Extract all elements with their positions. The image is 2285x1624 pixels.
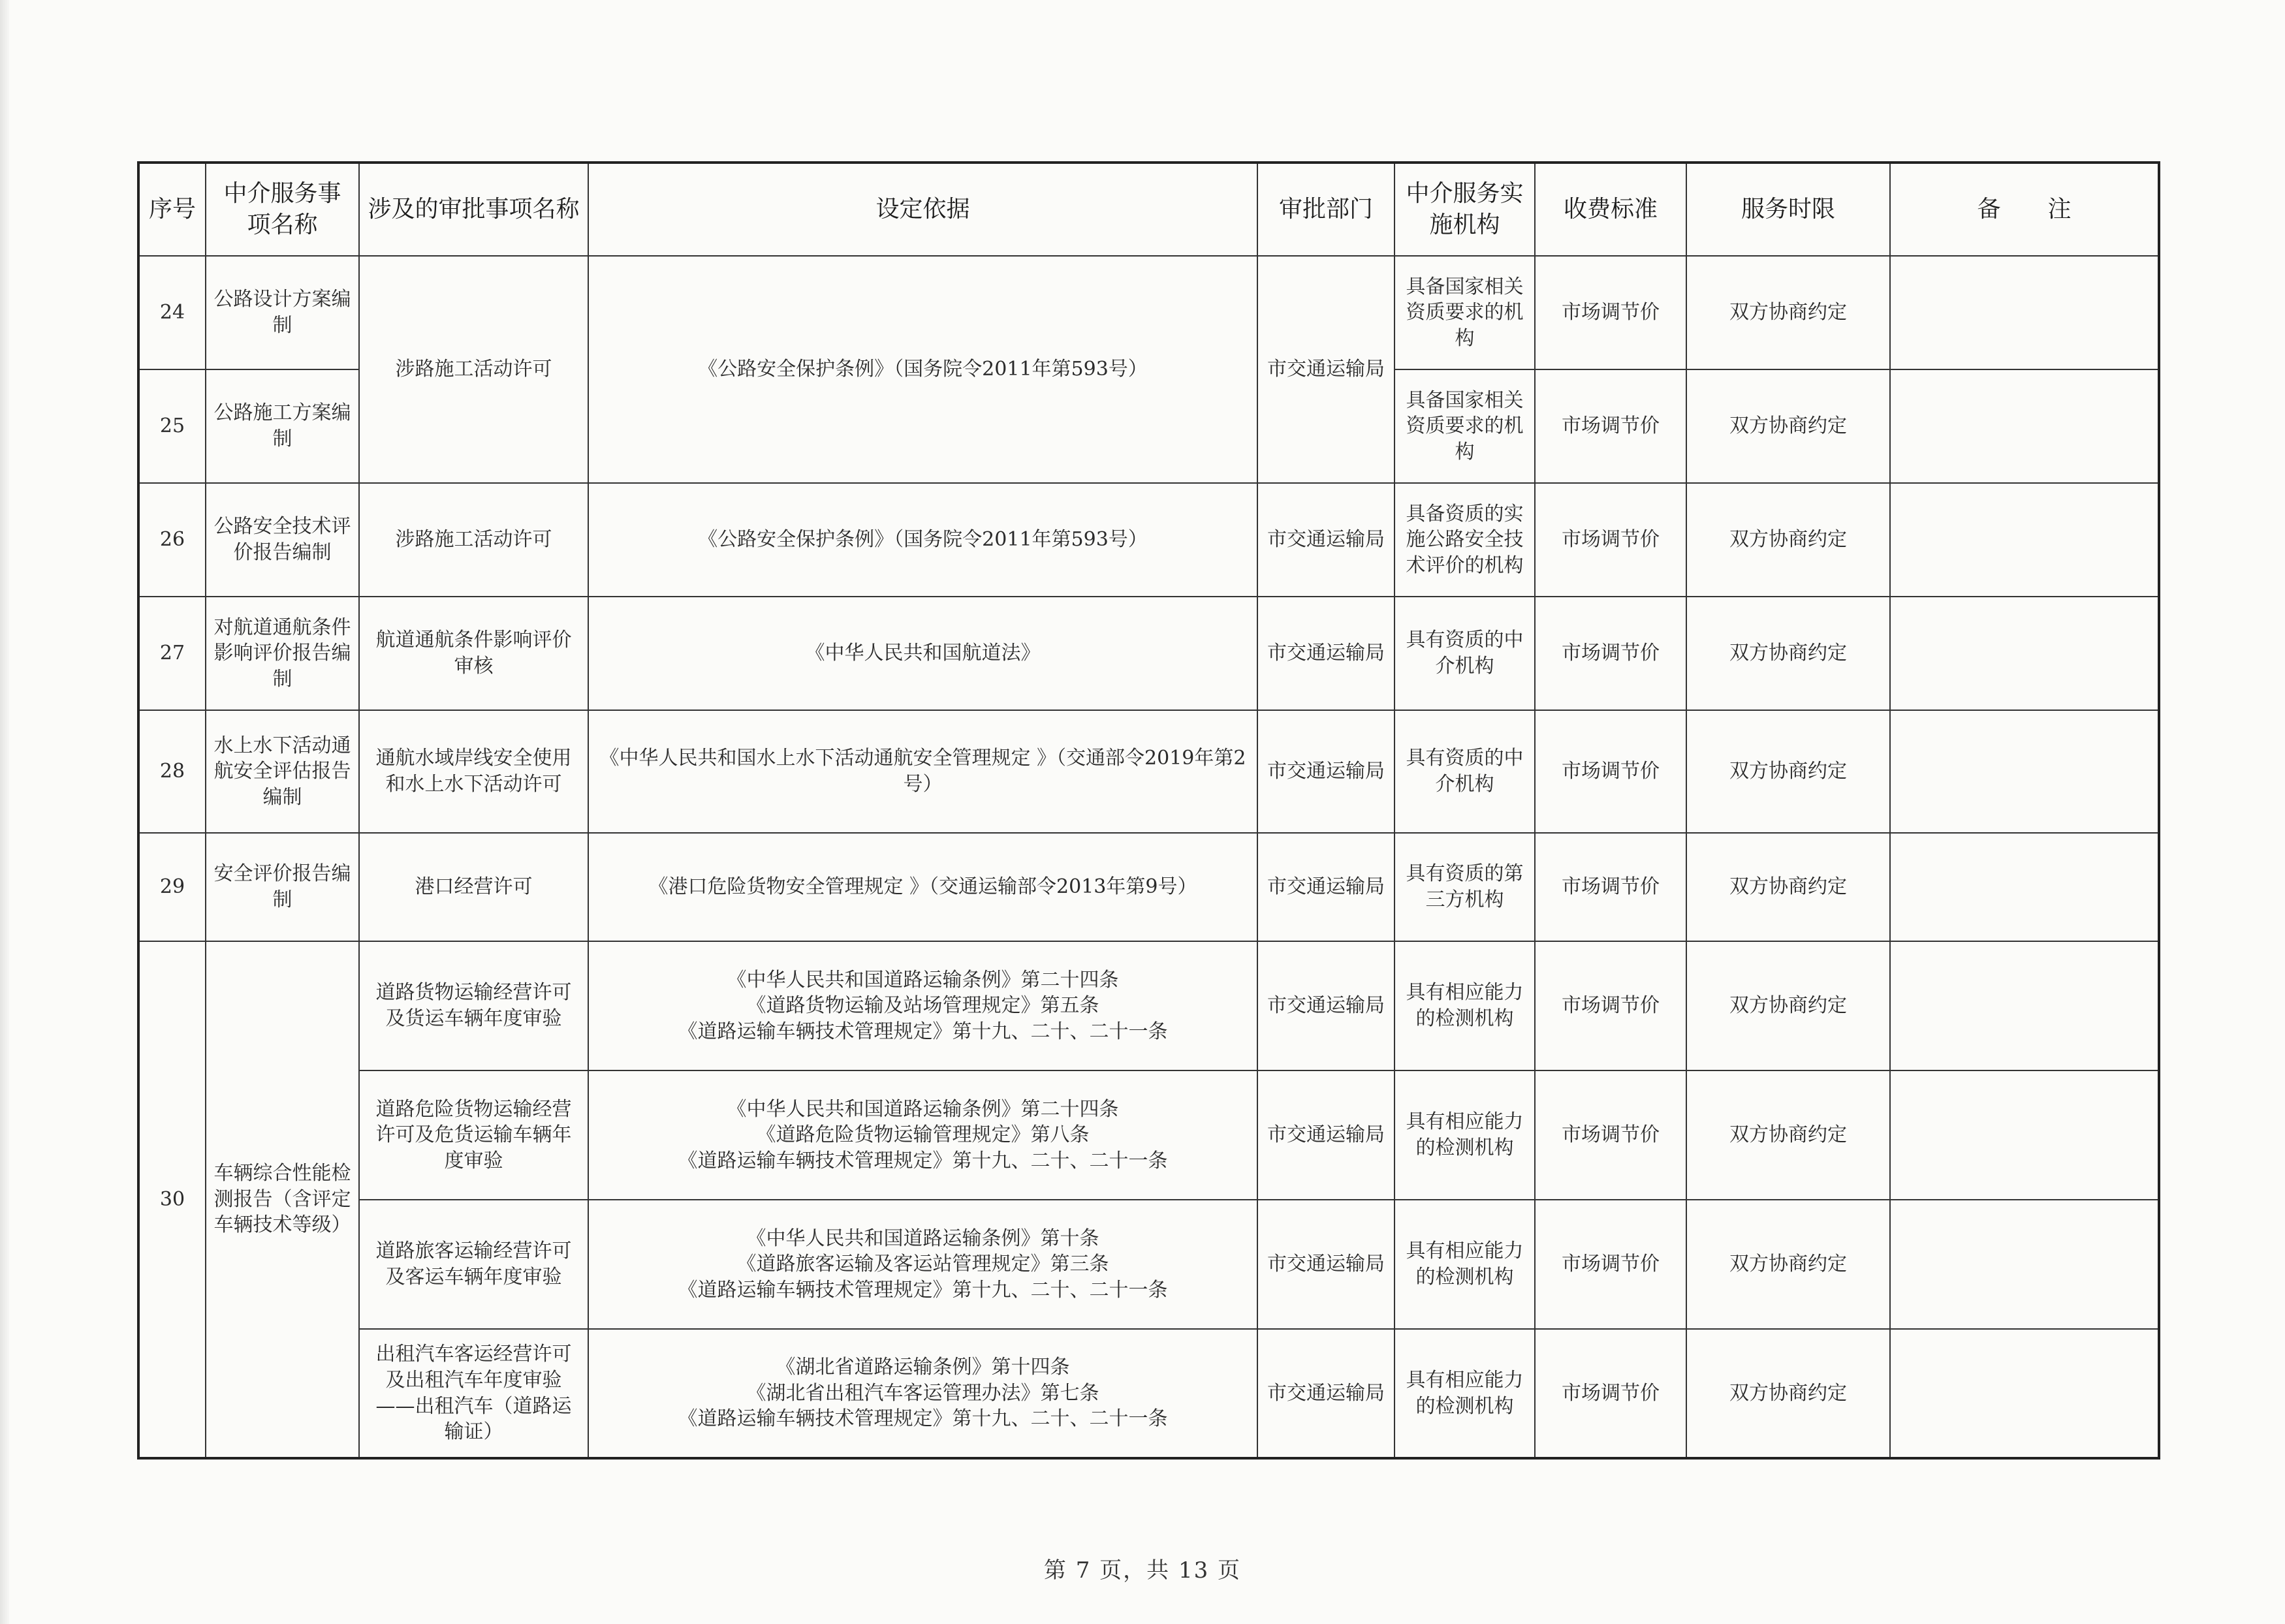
time-limit-cell: 双方协商约定 [1686, 483, 1890, 597]
fee-cell: 市场调节价 [1535, 483, 1686, 597]
seq-cell: 29 [138, 833, 206, 941]
approval-item-cell: 港口经营许可 [359, 833, 588, 941]
fee-cell: 市场调节价 [1535, 1200, 1686, 1329]
table-header-row [138, 163, 2159, 256]
table-row [138, 1070, 2159, 1200]
basis-line: 《道路运输车辆技术管理规定》第十九、二十、二十一条 [678, 1278, 1168, 1302]
time-limit-cell: 双方协商约定 [1686, 710, 1890, 833]
agency-cell: 具备国家相关资质要求的机构 [1395, 369, 1535, 483]
basis-cell [588, 941, 1257, 1070]
fee-cell: 市场调节价 [1535, 710, 1686, 833]
time-limit-cell: 双方协商约定 [1686, 369, 1890, 483]
service-name-cell: 对航道通航条件影响评价报告编制 [206, 597, 359, 710]
time-limit-cell: 双方协商约定 [1686, 941, 1890, 1070]
table-row [138, 483, 2159, 597]
approval-item-cell: 航道通航条件影响评价审核 [359, 597, 588, 710]
service-name-cell: 公路施工方案编制 [206, 369, 359, 483]
approval-item-cell: 道路旅客运输经营许可及客运车辆年度审验 [359, 1200, 588, 1329]
remarks-cell [1890, 1200, 2159, 1329]
table-row [138, 1200, 2159, 1329]
seq-cell: 24 [138, 256, 206, 369]
time-limit-cell: 双方协商约定 [1686, 1329, 1890, 1458]
header-approval-item: 涉及的审批事项名称 [359, 163, 588, 256]
remarks-cell [1890, 833, 2159, 941]
basis-line: 《中华人民共和国道路运输条例》第二十四条 [727, 968, 1119, 992]
table-row [138, 941, 2159, 1070]
seq-cell: 26 [138, 483, 206, 597]
agency-cell: 具有相应能力的检测机构 [1395, 1070, 1535, 1200]
remarks-cell [1890, 483, 2159, 597]
agency-cell: 具有相应能力的检测机构 [1395, 1329, 1535, 1458]
basis-line: 《道路危险货物运输管理规定》第八条 [756, 1123, 1090, 1147]
fee-cell: 市场调节价 [1535, 597, 1686, 710]
basis-line: 《道路旅客运输及客运站管理规定》第三条 [736, 1253, 1109, 1276]
header-basis: 设定依据 [588, 163, 1257, 256]
time-limit-cell: 双方协商约定 [1686, 597, 1890, 710]
basis-line: 《道路运输车辆技术管理规定》第十九、二十、二十一条 [678, 1149, 1168, 1172]
agency-cell: 具有资质的中介机构 [1395, 597, 1535, 710]
scan-edge [0, 0, 9, 1624]
header-remarks: 备 注 [1890, 163, 2159, 256]
page-number-text: 第 7 页，共 13 页 [1043, 1557, 1242, 1584]
agency-cell: 具有资质的第三方机构 [1395, 833, 1535, 941]
header-fee: 收费标准 [1535, 163, 1686, 256]
basis-line: 《道路运输车辆技术管理规定》第十九、二十、二十一条 [678, 1020, 1168, 1043]
dept-cell: 市交通运输局 [1257, 1070, 1395, 1200]
seq-cell: 30 [138, 941, 206, 1458]
table-row [138, 256, 2159, 369]
approval-item-cell: 道路货物运输经营许可及货运车辆年度审验 [359, 941, 588, 1070]
basis-line: 《道路运输车辆技术管理规定》第十九、二十、二十一条 [678, 1407, 1168, 1431]
dept-cell: 市交通运输局 [1257, 1200, 1395, 1329]
service-name-cell: 公路安全技术评价报告编制 [206, 483, 359, 597]
remarks-cell [1890, 1329, 2159, 1458]
service-name-cell: 水上水下活动通航安全评估报告编制 [206, 710, 359, 833]
agency-cell: 具备国家相关资质要求的机构 [1395, 256, 1535, 369]
time-limit-cell: 双方协商约定 [1686, 833, 1890, 941]
agency-cell: 具有相应能力的检测机构 [1395, 1200, 1535, 1329]
remarks-cell [1890, 256, 2159, 369]
table-row [138, 597, 2159, 710]
seq-cell: 28 [138, 710, 206, 833]
basis-cell [588, 1329, 1257, 1458]
service-name-cell: 车辆综合性能检测报告（含评定车辆技术等级） [206, 941, 359, 1458]
basis-line: 《中华人民共和国道路运输条例》第二十四条 [727, 1097, 1119, 1121]
basis-line: 《中华人民共和国道路运输条例》第十条 [746, 1226, 1099, 1250]
basis-line: 《道路货物运输及站场管理规定》第五条 [746, 994, 1099, 1018]
approval-item-cell: 涉路施工活动许可 [359, 256, 588, 483]
time-limit-cell: 双方协商约定 [1686, 1200, 1890, 1329]
header-seq: 序号 [138, 163, 206, 256]
agency-cell: 具备资质的实施公路安全技术评价的机构 [1395, 483, 1535, 597]
dept-cell: 市交通运输局 [1257, 1329, 1395, 1458]
table-row [138, 1329, 2159, 1458]
page-number [0, 1552, 2285, 1584]
dept-cell: 市交通运输局 [1257, 483, 1395, 597]
remarks-cell [1890, 1070, 2159, 1200]
table-row [138, 710, 2159, 833]
dept-cell: 市交通运输局 [1257, 710, 1395, 833]
basis-cell: 《中华人民共和国水上水下活动通航安全管理规定 》（交通部令2019年第2号） [588, 710, 1257, 833]
basis-cell [588, 1070, 1257, 1200]
basis-cell: 《中华人民共和国航道法》 [588, 597, 1257, 710]
basis-cell: 《公路安全保护条例》（国务院令2011年第593号） [588, 483, 1257, 597]
fee-cell: 市场调节价 [1535, 369, 1686, 483]
service-items-table [137, 161, 2160, 1460]
basis-cell [588, 1200, 1257, 1329]
header-time-limit: 服务时限 [1686, 163, 1890, 256]
approval-item-cell: 出租汽车客运经营许可及出租汽车年度审验——出租汽车（道路运输证） [359, 1329, 588, 1458]
header-agency: 中介服务实施机构 [1395, 163, 1535, 256]
time-limit-cell: 双方协商约定 [1686, 256, 1890, 369]
approval-item-cell: 涉路施工活动许可 [359, 483, 588, 597]
basis-line: 《湖北省道路运输条例》第十四条 [776, 1356, 1070, 1379]
fee-cell: 市场调节价 [1535, 941, 1686, 1070]
time-limit-cell: 双方协商约定 [1686, 1070, 1890, 1200]
dept-cell: 市交通运输局 [1257, 597, 1395, 710]
fee-cell: 市场调节价 [1535, 1070, 1686, 1200]
basis-cell: 《港口危险货物安全管理规定 》（交通运输部令2013年第9号） [588, 833, 1257, 941]
basis-line: 《湖北省出租汽车客运管理办法》第七条 [746, 1381, 1099, 1405]
agency-cell: 具有相应能力的检测机构 [1395, 941, 1535, 1070]
service-name-cell: 公路设计方案编制 [206, 256, 359, 369]
approval-item-cell: 道路危险货物运输经营许可及危货运输车辆年度审验 [359, 1070, 588, 1200]
agency-cell: 具有资质的中介机构 [1395, 710, 1535, 833]
remarks-cell [1890, 941, 2159, 1070]
approval-item-cell: 通航水域岸线安全使用和水上水下活动许可 [359, 710, 588, 833]
header-dept: 审批部门 [1257, 163, 1395, 256]
remarks-cell [1890, 710, 2159, 833]
fee-cell: 市场调节价 [1535, 1329, 1686, 1458]
dept-cell: 市交通运输局 [1257, 833, 1395, 941]
table-row [138, 833, 2159, 941]
dept-cell: 市交通运输局 [1257, 256, 1395, 483]
seq-cell: 25 [138, 369, 206, 483]
remarks-cell [1890, 597, 2159, 710]
fee-cell: 市场调节价 [1535, 256, 1686, 369]
remarks-cell [1890, 369, 2159, 483]
header-service-name: 中介服务事项名称 [206, 163, 359, 256]
seq-cell: 27 [138, 597, 206, 710]
service-name-cell: 安全评价报告编制 [206, 833, 359, 941]
basis-cell: 《公路安全保护条例》（国务院令2011年第593号） [588, 256, 1257, 483]
fee-cell: 市场调节价 [1535, 833, 1686, 941]
dept-cell: 市交通运输局 [1257, 941, 1395, 1070]
